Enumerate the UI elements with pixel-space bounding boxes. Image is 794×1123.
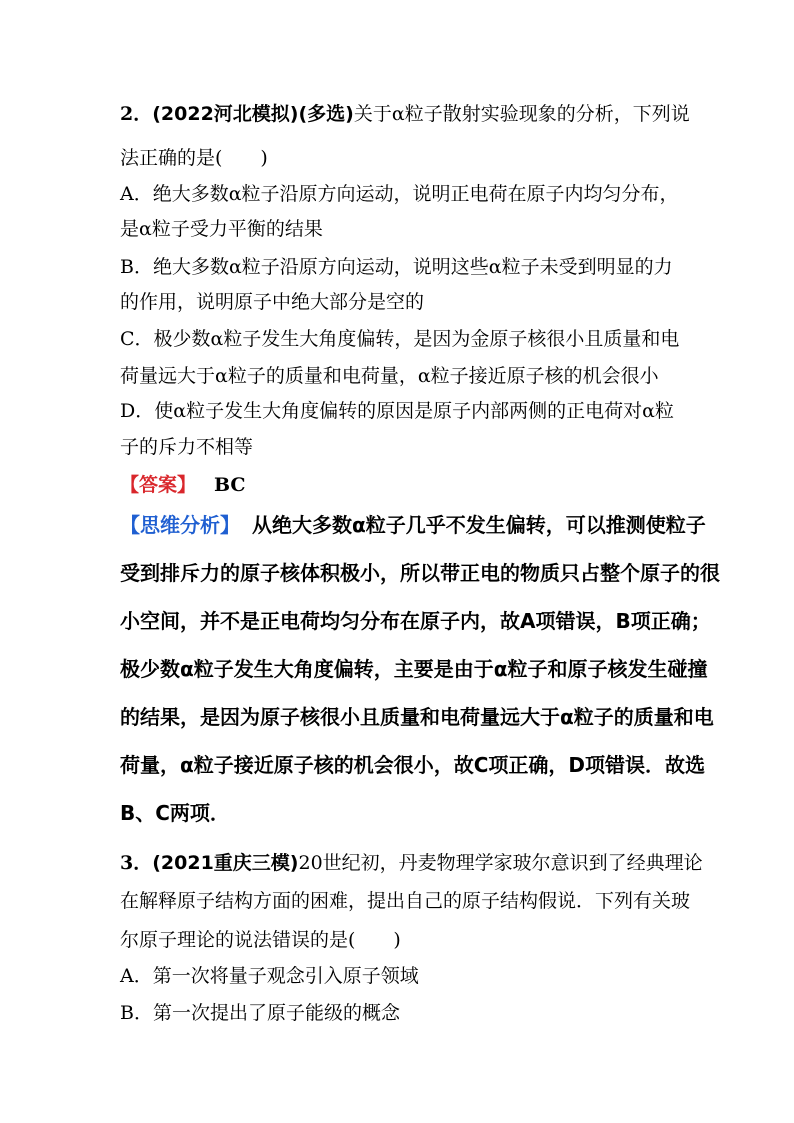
q2-answer-row — [120, 473, 246, 497]
q2-stem-line-2: 法正确的是( ) — [120, 147, 268, 169]
q2-option-a-line-2: 是α粒子受力平衡的结果 — [120, 218, 323, 240]
q2-option-c-line-1: C．极少数α粒子发生大角度偏转，是因为金原子核很小且质量和电 — [120, 328, 680, 350]
analysis-line-7: B、C两项． — [120, 801, 230, 825]
q2-number: 2． — [120, 103, 153, 125]
answer-tag: 【答案】 — [120, 474, 197, 496]
q3-option-b: B．第一次提出了原子能级的概念 — [120, 1002, 400, 1024]
q2-option-a-line-1: A．绝大多数α粒子沿原方向运动，说明正电荷在原子内均匀分布， — [120, 183, 679, 205]
q2-option-c-line-2: 荷量远大于α粒子的质量和电荷量，α粒子接近原子核的机会很小 — [120, 365, 659, 387]
analysis-tag: 【思维分析】 — [120, 513, 240, 537]
analysis-line-1 — [120, 513, 706, 537]
q2-option-d-line-1: D．使α粒子发生大角度偏转的原因是原子内部两侧的正电荷对α粒 — [120, 400, 674, 422]
q3-option-a: A．第一次将量子观念引入原子领域 — [120, 965, 419, 987]
analysis-line-3: 小空间，并不是正电荷均匀分布在原子内，故A项错误，B项正确； — [120, 609, 711, 633]
q2-stem-line-1 — [120, 102, 690, 126]
q2-type: (多选) — [298, 103, 354, 125]
q2-option-b-line-1: B．绝大多数α粒子沿原方向运动，说明这些α粒子未受到明显的力 — [120, 256, 673, 278]
q2-option-d-line-2: 子的斥力不相等 — [120, 436, 254, 458]
q3-source: (2021重庆三模) — [152, 852, 299, 874]
q3-stem-line-2: 在解释原子结构方面的困难，提出自己的原子结构假说．下列有关玻 — [120, 890, 691, 912]
q3-stem-line-3: 尔原子理论的说法错误的是( ) — [120, 929, 401, 951]
q3-stem-line-1 — [120, 851, 703, 875]
q2-option-b-line-2: 的作用，说明原子中绝大部分是空的 — [120, 291, 425, 313]
analysis-line-6: 荷量，α粒子接近原子核的机会很小，故C项正确，D项错误．故选 — [120, 753, 706, 777]
q2-source: (2022河北模拟) — [152, 103, 299, 125]
q2-stem-text-1: 关于α粒子散射实验现象的分析，下列说 — [353, 103, 690, 125]
q3-stem-text-1: 20世纪初，丹麦物理学家玻尔意识到了经典理论 — [298, 852, 703, 874]
analysis-line-4: 极少数α粒子发生大角度偏转，主要是由于α粒子和原子核发生碰撞 — [120, 657, 708, 681]
answer-value: BC — [214, 474, 246, 496]
analysis-text-1: 从绝大多数α粒子几乎不发生偏转，可以推测使粒子 — [252, 513, 706, 537]
analysis-line-5: 的结果，是因为原子核很小且质量和电荷量远大于α粒子的质量和电 — [120, 705, 714, 729]
q3-number: 3． — [120, 852, 153, 874]
analysis-line-2: 受到排斥力的原子核体积极小，所以带正电的物质只占整个原子的很 — [120, 561, 720, 585]
